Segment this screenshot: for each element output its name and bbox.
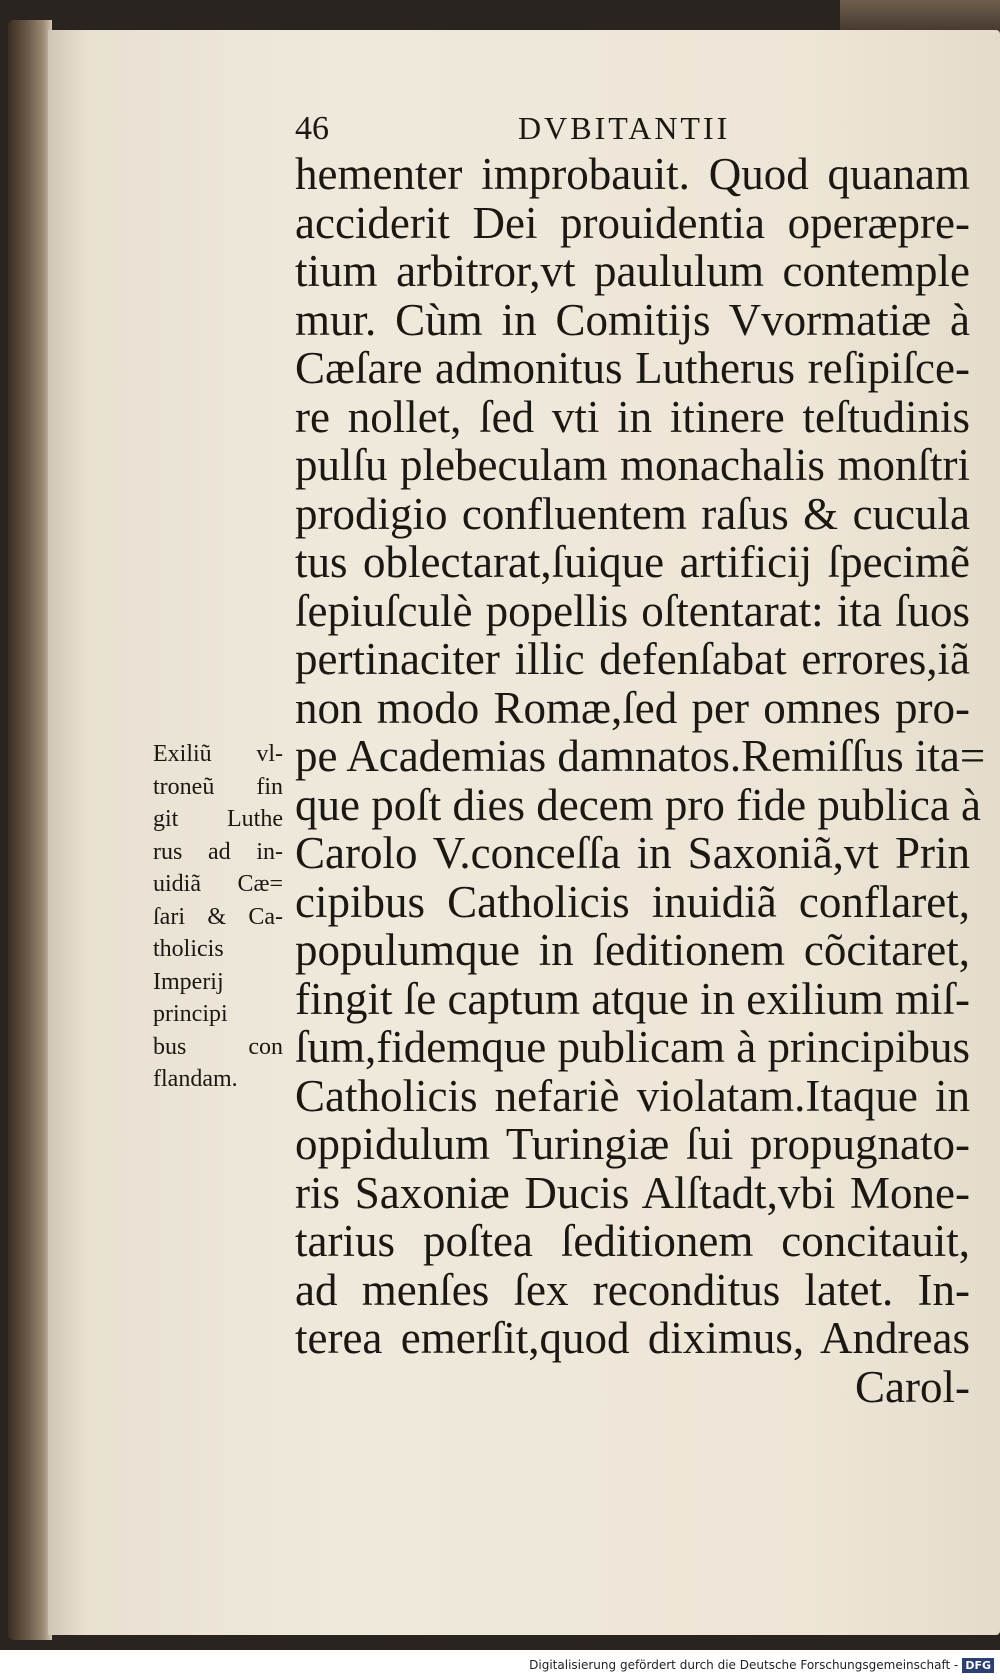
margin-line: git Luthe	[153, 806, 283, 832]
book-spine	[8, 20, 52, 1640]
text-line: tium arbitror,vt paululum contemple	[295, 246, 970, 296]
running-title: DVBITANTII	[518, 110, 731, 146]
catchword: Carol-	[855, 1361, 970, 1412]
text-line: Catholicis nefariè violatam.Itaque in	[295, 1070, 970, 1121]
dfg-logo: DFG	[962, 1658, 994, 1673]
text-line: oppidulum Turingiæ ſui propugnato-	[295, 1119, 970, 1169]
text-line: populumque in ſeditionem cõcitaret,	[295, 925, 970, 975]
text-line: ad menſes ſex reconditus latet. In-	[295, 1264, 970, 1315]
text-line: hementer improbauit. Quod quanam	[295, 149, 970, 199]
marginal-note	[153, 738, 283, 1096]
text-line: acciderit Dei prouidentia operæpre-	[295, 197, 970, 248]
margin-line: flandam.	[153, 1066, 238, 1092]
text-line: pe Academias damnatos.Remiſſus ita=	[295, 731, 986, 781]
text-line: ris Saxoniæ Ducis Alſtadt,vbi Mone-	[295, 1167, 970, 1218]
text-line: Cæſare admonitus Lutherus reſipiſce-	[295, 343, 970, 393]
credit-text: Digitalisierung gefördert durch die Deutsche Forschungsgemeinschaft -	[529, 1658, 959, 1672]
text-line: non modo Romæ,ſed per omnes pro-	[295, 682, 970, 733]
text-line: ſepiuſculè popellis oſtentarat: ita ſuos	[295, 585, 970, 636]
text-line: que poſt dies decem pro fide publica à	[295, 779, 982, 830]
text-line: tarius poſtea ſeditionem concitauit,	[295, 1216, 970, 1266]
margin-line: uidiã Cæ=	[153, 871, 283, 897]
text-line: pertinaciter illic defenſabat errores,iã	[295, 634, 970, 684]
margin-line: Imperij	[153, 968, 224, 995]
page-number: 46	[295, 110, 329, 147]
margin-line: tholicis	[153, 936, 224, 962]
margin-line: troneũ fin	[153, 773, 283, 800]
text-line: prodigio confluentem raſus & cucula	[295, 488, 970, 539]
margin-line: principi	[153, 1001, 228, 1027]
text-line: Carolo V.conceſſa in Saxoniã,vt Prin	[295, 828, 970, 878]
digitization-credit	[529, 1654, 994, 1676]
text-line: pulſu plebeculam monachalis monſtri	[295, 440, 970, 490]
text-line: cipibus Catholicis inuidiã conflaret,	[295, 876, 970, 927]
text-line: ſum,fidemque publicam à principibus	[295, 1022, 970, 1072]
margin-line: bus con	[153, 1033, 283, 1060]
text-line: re nollet, ſed vti in itinere teſtudinis	[295, 391, 970, 442]
text-line: mur. Cùm in Comitijs Vvormatiæ à	[295, 294, 970, 345]
margin-line: rus ad in-	[153, 838, 283, 865]
main-text-block	[295, 149, 986, 1412]
text-line: fingit ſe captum atque in exilium miſ-	[295, 973, 970, 1024]
margin-line: Exiliũ vl-	[153, 741, 283, 767]
margin-line: ſari & Ca-	[153, 903, 283, 930]
text-line: terea emerſit,quod diximus, Andreas	[295, 1313, 970, 1363]
text-line: tus oblectarat,ſuique artificij ſpecimẽ	[295, 537, 970, 587]
